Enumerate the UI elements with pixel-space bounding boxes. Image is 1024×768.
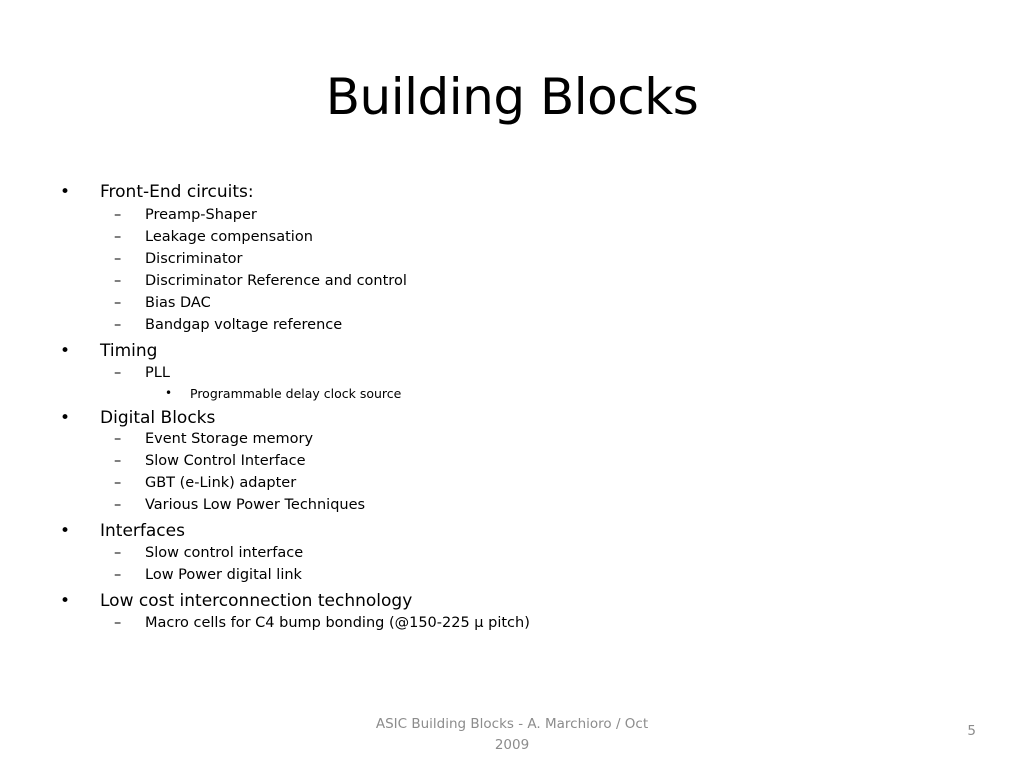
dash-marker: –: [114, 317, 122, 333]
bullet-text: Discriminator: [145, 251, 243, 267]
dash-marker: –: [114, 251, 122, 267]
slide-title: Building Blocks: [325, 68, 699, 126]
bullet-text: Bandgap voltage reference: [145, 317, 343, 333]
bullet-marker: •: [60, 341, 71, 361]
bullet-text: Timing: [100, 341, 158, 361]
dash-marker: –: [114, 545, 122, 561]
bullet-marker: •: [165, 386, 173, 400]
dash-marker: –: [114, 273, 122, 289]
bullet-marker: •: [60, 408, 71, 428]
bullet-text: Programmable delay clock source: [190, 386, 402, 401]
slide-footer: [360, 714, 664, 756]
dash-marker: –: [114, 453, 122, 469]
footer-line-1: ASIC Building Blocks - A. Marchioro / Oct: [375, 716, 649, 732]
bullet-text: Low cost interconnection technology: [100, 591, 413, 611]
bullet-text: Slow Control Interface: [145, 453, 306, 469]
dash-marker: –: [114, 229, 122, 245]
page-number: 5: [967, 723, 976, 739]
bullet-marker: •: [60, 521, 71, 541]
bullet-text: Slow control interface: [145, 545, 304, 561]
bullet-text: Front-End circuits:: [100, 182, 254, 202]
bullet-text: Leakage compensation: [145, 229, 313, 245]
dash-marker: –: [114, 295, 122, 311]
bullet-text: Various Low Power Techniques: [145, 497, 366, 513]
dash-marker: –: [114, 365, 122, 381]
bullet-text: Discriminator Reference and control: [145, 273, 407, 289]
dash-marker: –: [114, 207, 122, 223]
bullet-text: Macro cells for C4 bump bonding (@150-225 μ pitch): [145, 615, 530, 631]
bullet-text: Interfaces: [100, 521, 185, 541]
bullet-marker: •: [60, 182, 71, 202]
bullet-text: GBT (e-Link) adapter: [145, 475, 297, 491]
footer-line-2: 2009: [494, 737, 530, 753]
bullet-text: Low Power digital link: [145, 567, 302, 583]
bullet-text: Event Storage memory: [145, 431, 314, 447]
dash-marker: –: [114, 475, 122, 491]
bullet-marker: •: [60, 591, 71, 611]
bullet-text: Preamp-Shaper: [145, 207, 257, 223]
dash-marker: –: [114, 567, 122, 583]
bullet-text: Digital Blocks: [100, 408, 216, 428]
bullet-text: PLL: [145, 365, 170, 381]
bullet-text: Bias DAC: [145, 295, 211, 311]
dash-marker: –: [114, 497, 122, 513]
dash-marker: –: [114, 615, 122, 631]
dash-marker: –: [114, 431, 122, 447]
